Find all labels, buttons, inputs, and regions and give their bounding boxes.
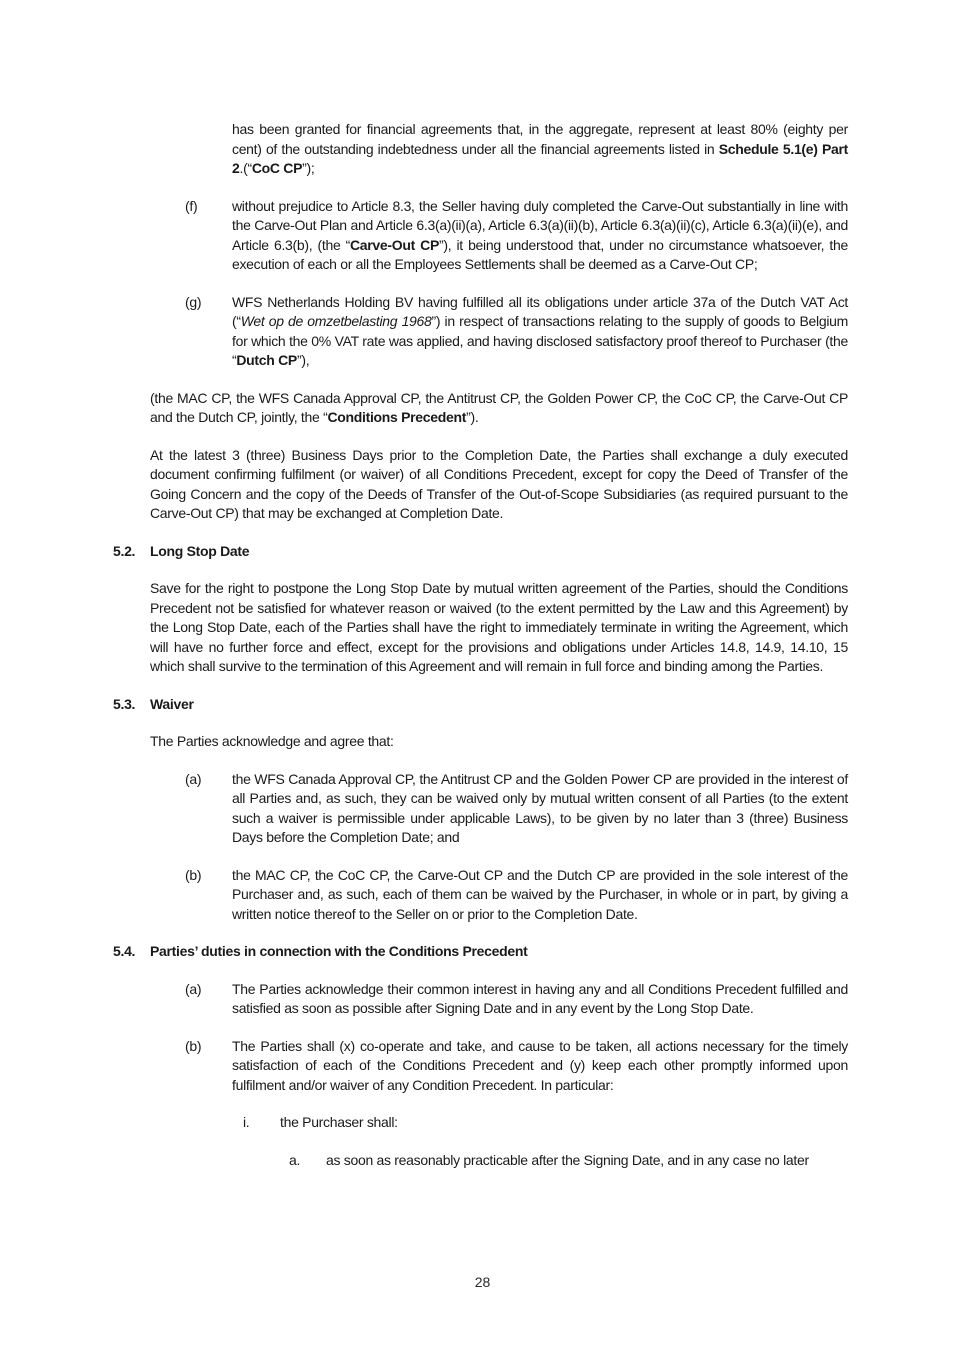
list-item-text xyxy=(232,866,848,925)
text-run: (the MAC CP, the WFS Canada Approval CP, the Antitrust CP, the Golden Power CP, the CoC CP, the Carve-Out CP and the Dutch CP, jointly, the “ xyxy=(150,389,848,425)
text-run: The Parties acknowledge and agree that: xyxy=(150,733,394,749)
list-marker: (a) xyxy=(185,980,202,997)
list-item xyxy=(185,293,965,371)
text-run: the MAC CP, the CoC CP, the Carve-Out CP and the Dutch CP are provided in the sole interest of the Purchaser and, as such, each of them can be waived by the Purchaser, in whole or in part, by giving a written notice thereof to the Seller on or prior to the Completion Date. xyxy=(232,866,848,922)
paragraph xyxy=(150,732,848,752)
text-run: the Purchaser shall: xyxy=(280,1114,398,1130)
paragraph xyxy=(150,579,848,677)
document-body xyxy=(0,120,965,1188)
list-item xyxy=(243,1113,965,1133)
text-run: ”); xyxy=(302,160,315,176)
text-run: Schedule 5.1(e) Part 2 xyxy=(232,140,849,176)
text-run: Save for the right to postpone the Long Stop Date by mutual written agreement of the Parties, should the Conditions Precedent not be satisfied for whatever reason or waived (to the extent permitted by the Law and this Agreement) by the Long Stop Date, each of the Parties shall have the right to immediately terminate in writing the Agreement, which will have no further force and effect, except for the provisions and obligations under Articles 14.8, 14.9, 14.10, 15 which shall survive to the termination of this Agreement and will remain in full force and binding among the Parties. xyxy=(150,580,848,674)
list-marker: a. xyxy=(289,1151,301,1168)
list-item-text xyxy=(232,293,848,371)
list-item xyxy=(185,770,965,848)
list-marker: (b) xyxy=(185,866,202,883)
text-run: Dutch CP xyxy=(236,352,297,368)
list-item xyxy=(289,1151,965,1171)
list-item-text xyxy=(232,770,848,848)
text-run: The Parties shall (x) co-operate and take, and cause to be taken, all actions necessary for the timely satisfaction of each of the Conditions Precedent and (y) keep each other promptly informed upon fulfilment and/or waiver of any Condition Precedent. In particular: xyxy=(232,1037,848,1093)
section-heading xyxy=(113,695,848,715)
section-number: 5.2. xyxy=(113,542,136,559)
list-item-text xyxy=(232,1037,848,1096)
text-run: ”), it being understood that, under no circumstance whatsoever, the execution of each or all the Employees Settlements shall be deemed as a Carve-Out CP; xyxy=(232,236,848,272)
list-marker: i. xyxy=(243,1114,250,1130)
page-number: 28 xyxy=(474,1274,491,1290)
section-title: Waiver xyxy=(150,695,194,712)
list-marker: (f) xyxy=(185,197,198,214)
text-run: CoC CP xyxy=(251,160,303,176)
text-run: Carve-Out CP xyxy=(349,236,439,253)
text-run: as soon as reasonably practicable after the Signing Date, and in any case no later xyxy=(326,1151,809,1168)
section-number: 5.3. xyxy=(113,695,136,712)
list-item xyxy=(185,197,965,275)
text-run: The Parties acknowledge their common interest in having any and all Conditions Precedent fulfilled and satisfied as soon as possible after Signing Date and in any event by the Long Stop Date. xyxy=(232,980,848,1016)
paragraph xyxy=(232,120,848,179)
list-marker: (b) xyxy=(185,1037,202,1054)
paragraph xyxy=(150,446,848,524)
text-run: .(“ xyxy=(239,160,252,176)
text-run: without prejudice to Article 8.3, the Seller having duly completed the Carve-Out substantially in line with the Carve-Out Plan and Article 6.3(a)(ii)(a), Article 6.3(a)(ii)(b), Article 6.3(a)(ii)(c), Article 6.3(a)(ii)(e), and Article 6.3(b), (the “ xyxy=(232,197,848,253)
section-title: Parties’ duties in connection with the Conditions Precedent xyxy=(150,943,528,959)
list-item xyxy=(185,866,965,925)
list-item-text xyxy=(232,197,848,275)
list-marker: (g) xyxy=(185,293,202,310)
text-run: WFS Netherlands Holding BV having fulfilled all its obligations under article 37a of the Dutch VAT Act (“ xyxy=(232,293,848,329)
list-marker: (a) xyxy=(185,770,202,787)
section-heading xyxy=(113,542,848,562)
text-run: Wet op de omzetbelasting 1968 xyxy=(240,313,432,329)
list-item-text xyxy=(280,1113,848,1133)
text-run: ”) in respect of transactions relating to the supply of goods to Belgium for which the 0% VAT rate was applied, and having disclosed satisfactory proof thereof to Purchaser (the “ xyxy=(232,313,849,368)
section-number: 5.4. xyxy=(113,943,136,959)
section-heading xyxy=(113,942,848,962)
text-run: ”), xyxy=(296,352,310,368)
text-run: the WFS Canada Approval CP, the Antitrust CP and the Golden Power CP are provided in the interest of all Parties and, as such, they can be waived only by mutual written consent of all Parties (to the extent such a waiver is permissible under applicable Laws), to be given by no later than 3 (three) Business Days before the Completion Date; and xyxy=(232,770,848,845)
list-item xyxy=(185,1037,965,1096)
text-run: has been granted for financial agreements that, in the aggregate, represent at least 80% (eighty per cent) of the outstanding indebtedness under all the financial agreements listed in xyxy=(232,121,848,157)
text-run: ”). xyxy=(466,409,479,425)
text-run: At the latest 3 (three) Business Days prior to the Completion Date, the Parties shall exchange a duly executed document confirming fulfilment (or waiver) of all Conditions Precedent, except for copy the Deed of Transfer of the Going Concern and the copy of the Deeds of Transfer of the Out-of-Scope Subsidiaries (as required pursuant to the Carve-Out CP) that may be exchanged at Completion Date. xyxy=(150,446,848,521)
list-item-text xyxy=(232,980,848,1019)
section-title: Long Stop Date xyxy=(150,542,250,559)
text-run: Conditions Precedent xyxy=(327,409,467,425)
paragraph xyxy=(150,389,848,428)
list-item-text xyxy=(326,1151,848,1171)
list-item xyxy=(185,980,965,1019)
